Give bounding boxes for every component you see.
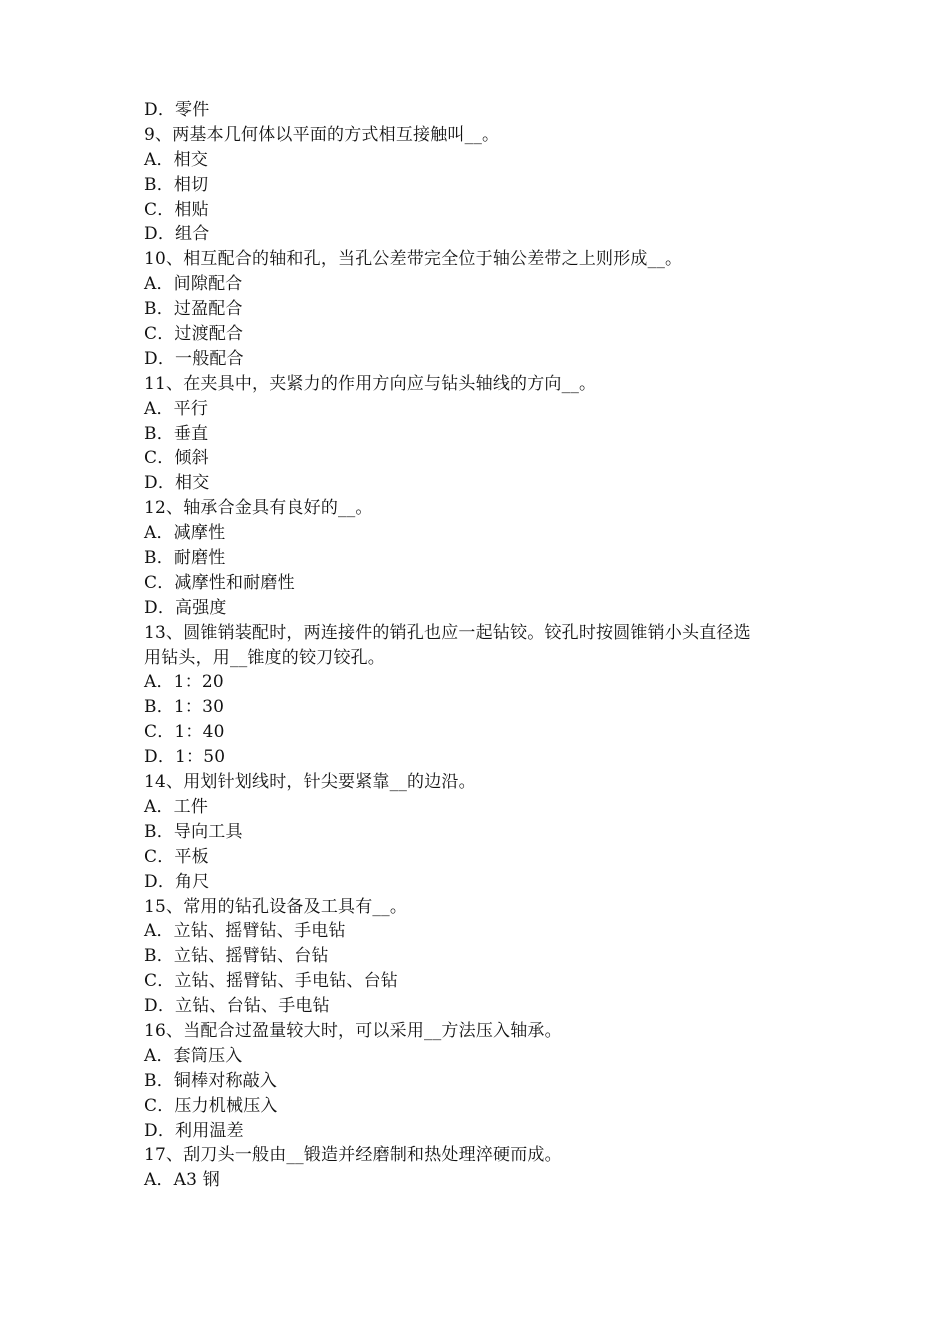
question-text: 14、用划针划线时，针尖要紧靠__的边沿。 (144, 772, 476, 793)
answer-option: A．1：20 (144, 672, 224, 693)
answer-option: A．减摩性 (144, 523, 226, 544)
answer-option: C．1：40 (144, 722, 225, 743)
answer-option: C．过渡配合 (144, 324, 244, 345)
answer-option: C．压力机械压入 (144, 1095, 278, 1116)
answer-option: A．间隙配合 (144, 274, 243, 295)
answer-option: D．零件 (144, 100, 210, 120)
answer-option: A．平行 (144, 398, 209, 419)
answer-option: C．相贴 (144, 199, 209, 220)
answer-option: A．相交 (144, 149, 209, 170)
answer-option: C．平板 (144, 846, 209, 867)
answer-option: D．立钻、台钻、手电钻 (144, 996, 330, 1017)
question-text: 12、轴承合金具有良好的__。 (144, 498, 373, 519)
question-text: 16、当配合过盈量较大时，可以采用__方法压入轴承。 (144, 1020, 562, 1041)
answer-option: D．一般配合 (144, 348, 244, 369)
question-text: 用钻头，用__锥度的铰刀铰孔。 (144, 647, 385, 668)
answer-option: D．相交 (144, 473, 210, 494)
answer-option: C．立钻、摇臂钻、手电钻、台钻 (144, 971, 399, 992)
answer-option: C．倾斜 (144, 448, 209, 469)
document-body (144, 98, 824, 1193)
answer-option: B．过盈配合 (144, 299, 243, 320)
answer-option: B．垂直 (144, 423, 209, 444)
question-text: 13、圆锥销装配时，两连接件的销孔也应一起钻铰。铰孔时按圆锥销小头直径选 (144, 622, 751, 643)
answer-option: A．工件 (144, 796, 209, 817)
answer-option: A．套筒压入 (144, 1045, 243, 1066)
answer-option: B．铜棒对称敲入 (144, 1070, 278, 1091)
answer-option: A．A3 钢 (144, 1170, 220, 1191)
answer-option: B．1：30 (144, 697, 225, 718)
question-text: 17、刮刀头一般由__锻造并经磨制和热处理淬硬而成。 (144, 1145, 562, 1166)
answer-option: A．立钻、摇臂钻、手电钻 (144, 921, 346, 942)
answer-option: B．导向工具 (144, 821, 243, 842)
question-text: 11、在夹具中，夹紧力的作用方向应与钻头轴线的方向__。 (144, 373, 597, 394)
question-text: 9、两基本几何体以平面的方式相互接触叫__。 (144, 124, 500, 145)
answer-option: D．高强度 (144, 597, 227, 618)
answer-option: B．相切 (144, 174, 209, 195)
answer-option: D．利用温差 (144, 1120, 244, 1141)
answer-option: D．组合 (144, 224, 210, 245)
question-text: 10、相互配合的轴和孔，当孔公差带完全位于轴公差带之上则形成__。 (144, 249, 683, 270)
answer-option: C．减摩性和耐磨性 (144, 572, 295, 593)
answer-option: D．1：50 (144, 747, 226, 768)
question-text: 15、常用的钻孔设备及工具有__。 (144, 896, 408, 917)
answer-option: D．角尺 (144, 871, 210, 892)
answer-option: B．耐磨性 (144, 548, 226, 569)
answer-option: B．立钻、摇臂钻、台钻 (144, 946, 329, 967)
